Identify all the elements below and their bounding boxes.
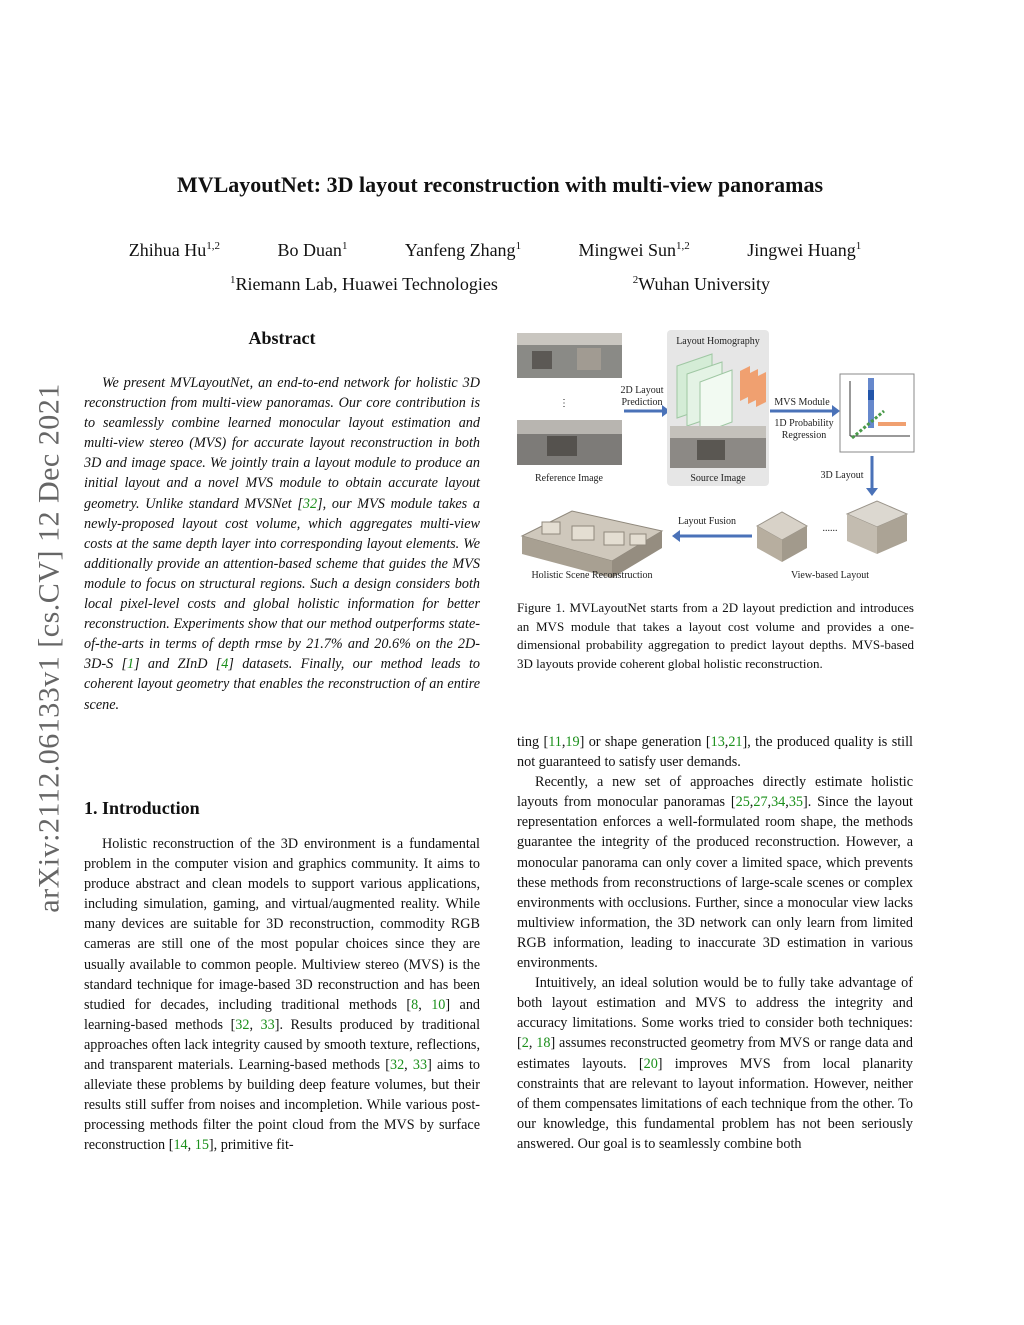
intro-paragraph: Holistic reconstruction of the 3D environment is a fundamental problem in the computer vision and graphics community. It aims to produce abstract and clean models to support various applications, including simulation, gaming, and virtual/augmented reality. While many devices are suitable for 3D reconstruction, commodity RGB cameras are still one of the most popular choices since they are usually available to common people. Multiview stereo (MVS) is the standard technique for image-based 3D reconstruction and has been studied for decades, including traditional methods [8, 10] and learning-based methods [32, 33]. Results produced by traditional approaches often lack integrity caused by smooth texture, reflections, and transparent materials. Learning-based methods [32, 33] aims to alleviate these problems by building deep feature volumes, but their results still suffer from noises and incompletion. While various post-processing methods filter the point cloud from the MVS by surface reconstruction [14, 15], primitive fit- bbox=[84, 836, 481, 1154]
citation-link[interactable]: 19 bbox=[565, 734, 580, 750]
figure-label: MVS Module bbox=[774, 397, 830, 408]
citation-link[interactable]: 33 bbox=[260, 1016, 275, 1033]
paper-title: MVLayoutNet: 3D layout reconstruction with multi-view panoramas bbox=[176, 172, 824, 197]
abstract-heading: Abstract bbox=[248, 328, 316, 348]
figure-label: Regression bbox=[781, 430, 827, 441]
citation-link[interactable]: 1 bbox=[127, 656, 135, 673]
citation-link[interactable]: 18 bbox=[536, 1035, 551, 1052]
holistic-scene-model bbox=[522, 511, 662, 578]
paragraph: Recently, a new set of approaches directly estimate holistic layouts from monocular panoramas [25,27,34,35]. Since the layout representation enforces a well-formulated room shape, the methods guarantee the integrity of the produced reconstruction. However, a monocular panorama can only cover a limited space, which prevents these methods from reconstructions of large-scale scenes or complex environments with occlusions. Further, since a monocular view lacks multiview information, the 3D network can only learn from limited RGB information, leading to inaccurate 3D estimation in various environments. bbox=[517, 774, 913, 972]
figure-label: Reference Image bbox=[534, 473, 604, 484]
right-column-text bbox=[517, 732, 913, 1154]
figure-label: 2D Layout bbox=[620, 385, 664, 396]
abstract-body: We present MVLayoutNet, an end-to-end network for holistic 3D reconstruction from multi-view panoramas. Our core contribution is to seamlessly combine learned monocular layout estimation and multi-view stereo (MVS) for accurate layout reconstruction in both 3D and image space. We jointly train a layout module to produce an initial layout and a novel MVS module to obtain accurate layout geometry. Unlike standard MVSNet [32], our MVS module takes a newly-proposed layout cost volume, which aggregates multi-view costs at the same depth layer into corresponding layout elements. We additionally provide an attention-based scheme that guides the MVS module to focus on structural regions. Such a design considers both local pixel-level costs and global holistic information for better reconstruction. Experiments show that our method outperforms state-of-the-arts in terms of depth rmse by 21.7% and 20.6% on the 2D-3D-S [1] and ZInD [4] datasets. Finally, our method leads to coherent layout geometry that enables the reconstruction of an entire scene. bbox=[84, 375, 480, 713]
paragraph: Intuitively, an ideal solution would be to fully take advantage of both layout estimation and MVS to address the integrity and accuracy limitations. Some works tried to consider both techniques: [2, 18] assumes reconstructed geometry from MVS or range data and estimates layouts. [20] improves MVS from local planarity constraints that are relevant to layout information. However, neither of them compensates limitations of each technique from the other. To our knowledge, this fundamental problem has not been seriously answered. Our goal is to seamlessly combine both bbox=[517, 975, 914, 1152]
section-heading-introduction: 1. Introduction bbox=[84, 798, 200, 818]
affiliation: $^1$Riemann Lab, Huawei Technologies bbox=[230, 274, 498, 294]
figure-label: 3D Layout bbox=[820, 470, 864, 481]
figure-label: Layout Fusion bbox=[677, 516, 737, 527]
author: Yanfeng Zhang$^1$ bbox=[404, 240, 522, 260]
citation-link[interactable]: 10 bbox=[431, 996, 446, 1013]
citation-link[interactable]: 25 bbox=[735, 794, 750, 811]
citation-link[interactable]: 14 bbox=[173, 1137, 188, 1154]
figure-label: ...... bbox=[822, 523, 838, 534]
citation-link[interactable]: 34 bbox=[771, 794, 786, 811]
citation-link[interactable]: 27 bbox=[753, 794, 768, 811]
author: Zhihua Hu$^{1,2}$ bbox=[128, 240, 220, 260]
affiliation: $^2$Wuhan University bbox=[632, 274, 770, 294]
author: Jingwei Huang$^1$ bbox=[747, 240, 862, 260]
figure-label: 1D Probability bbox=[774, 418, 834, 429]
affiliation-list bbox=[230, 274, 770, 295]
figure-label: View-based Layout bbox=[791, 570, 869, 581]
arxiv-identifier bbox=[30, 355, 70, 940]
citation-link[interactable]: 20 bbox=[643, 1055, 658, 1072]
citation-link[interactable]: 32 bbox=[302, 495, 318, 512]
citation-link[interactable]: 21 bbox=[728, 734, 743, 750]
citation-link[interactable]: 13 bbox=[710, 734, 725, 750]
citation-link[interactable]: 33 bbox=[412, 1057, 428, 1074]
figure-caption: Figure 1. MVLayoutNet starts from a 2D layout prediction and introduces an MVS module that takes a layout cost volume and provides a one-dimensional probability aggregation to predict layout depths. MVS-based 3D layouts provide coherent global holistic reconstruction. bbox=[517, 600, 914, 671]
figure-label: Source Image bbox=[690, 473, 746, 484]
figure-label: Holistic Scene Reconstruction bbox=[531, 570, 653, 581]
citation-link[interactable]: 15 bbox=[194, 1137, 209, 1154]
citation-link[interactable]: 32 bbox=[235, 1016, 250, 1033]
citation-link[interactable]: 35 bbox=[788, 794, 803, 811]
citation-link[interactable]: 8 bbox=[411, 996, 419, 1013]
figure-label: Prediction bbox=[621, 397, 663, 408]
figure-label: Layout Homography bbox=[676, 336, 760, 347]
vertical-ellipsis: ⋮ bbox=[559, 398, 569, 409]
paragraph: ting [11,19] or shape generation [13,21], the produced quality is still not guaranteed to satisfy user demands. bbox=[517, 734, 913, 771]
author: Mingwei Sun$^{1,2}$ bbox=[578, 240, 690, 260]
figure-1-pipeline-diagram bbox=[512, 326, 917, 588]
citation-link[interactable]: 2 bbox=[521, 1035, 529, 1052]
probability-plot bbox=[840, 374, 914, 452]
citation-link[interactable]: 4 bbox=[221, 656, 229, 673]
citation-link[interactable]: 11 bbox=[548, 734, 562, 750]
author-list bbox=[100, 240, 890, 261]
arxiv-id-text: arXiv:2112.06133v1 [cs.CV] 12 Dec 2021 bbox=[33, 382, 66, 913]
author: Bo Duan$^1$ bbox=[277, 240, 348, 260]
citation-link[interactable]: 32 bbox=[389, 1057, 405, 1074]
